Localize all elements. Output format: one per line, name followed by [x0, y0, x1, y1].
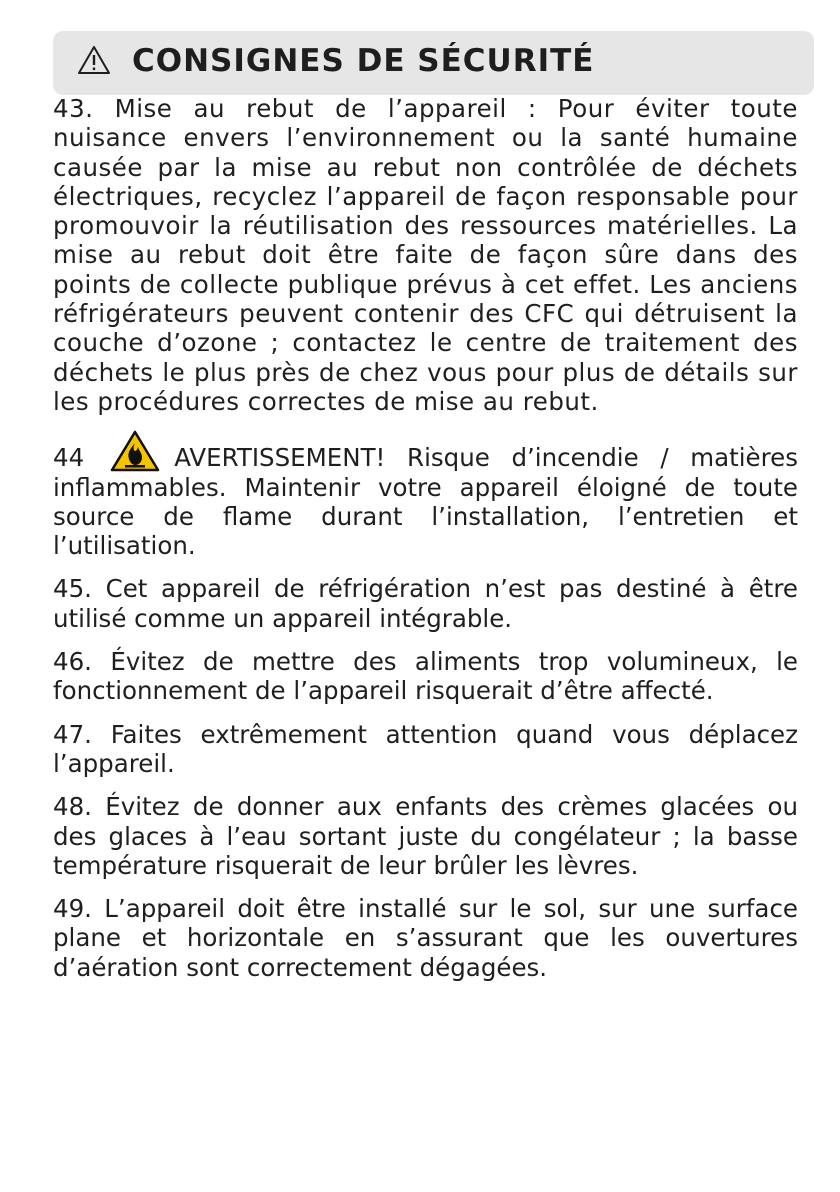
item-43: 43. Mise au rebut de l’appareil : Pour éviter toute nuisance envers l’environnement ou la santé humaine causée par la mise au rebut non contrôlée de déchets électriques, recyclez l’appareil de façon responsable pour promouvoir la réutilisation des ressources matérielles. La mise au rebut doit être faite de façon sûre dans des points de collecte publique prévus à cet effet. Les anciens réfrigérateurs peuvent contenir des CFC qui détruisent la couche d’ozone ; contactez le centre de traitement des déchets le plus près de chez vous pour plus de détails sur les procédures correctes de mise au rebut.	[53, 94, 798, 416]
page-title: CONSIGNES DE SÉCURITÉ	[132, 43, 595, 79]
section-header	[53, 31, 814, 95]
safety-instructions	[53, 94, 798, 982]
item-48: 48. Évitez de donner aux enfants des crèmes glacées ou des glaces à l’eau sortant juste du congélateur ; la basse température risquerait de leur brûler les lèvres.	[53, 792, 798, 880]
flammable-warning-icon	[110, 430, 160, 472]
warning-triangle-icon	[77, 45, 111, 75]
item-44	[53, 430, 798, 560]
item-47: 47. Faites extrêmement attention quand vous déplacez l’appareil.	[53, 719, 798, 778]
item-44-number: 44	[53, 443, 85, 473]
item-46: 46. Évitez de mettre des aliments trop volumineux, le fonctionnement de l’appareil risquerait d’être affecté.	[53, 647, 798, 706]
item-49: 49. L’appareil doit être installé sur le sol, sur une surface plane et horizontale en s’assurant que les ouvertures d’aération sont correctement dégagées.	[53, 894, 798, 982]
item-44-text: AVERTISSEMENT! Risque d’incendie / matières inflammables. Maintenir votre appareil éloigné de toute source de flame durant l’installation, l’entretien et l’utilisation.	[53, 443, 798, 561]
item-45: 45. Cet appareil de réfrigération n’est pas destiné à être utilisé comme un appareil intégrable.	[53, 574, 798, 633]
